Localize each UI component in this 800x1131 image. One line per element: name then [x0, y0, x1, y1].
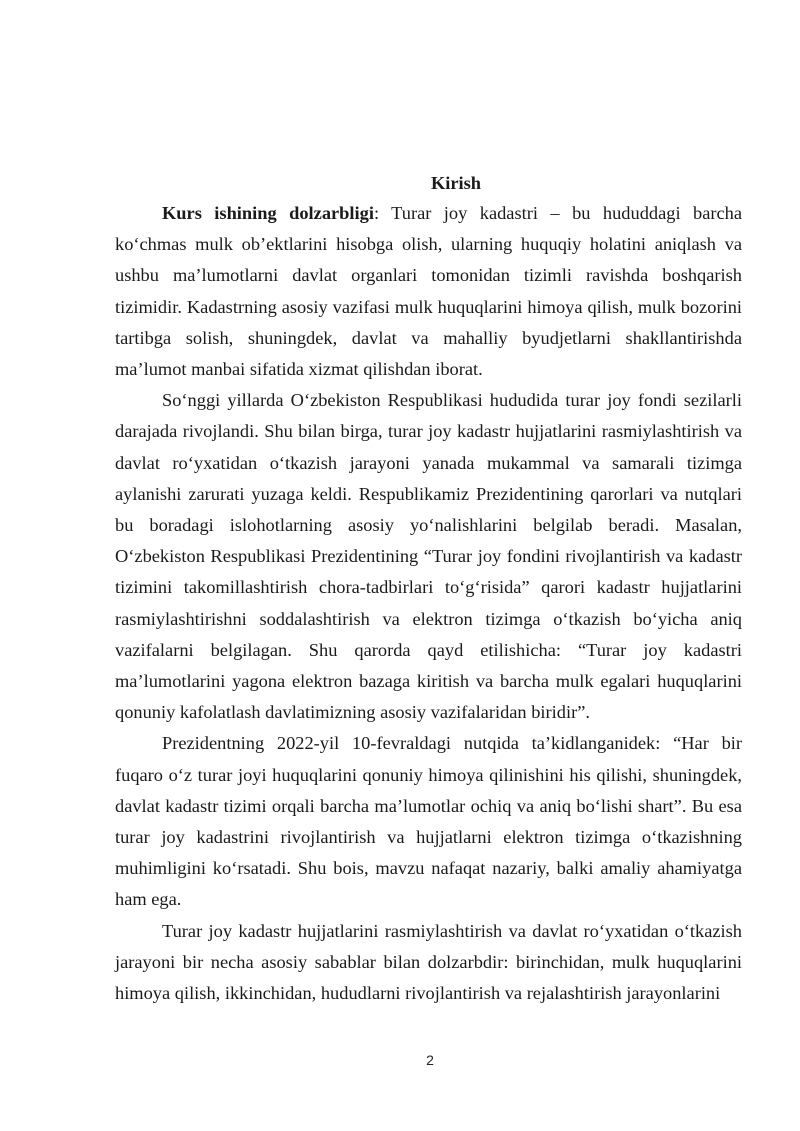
- paragraph-reasons: Turar joy kadastr hujjatlarini rasmiylashtirish va davlat ro‘yxatidan o‘tkazish jarayoni bir necha asosiy sabablar bilan dolzarbdir: birinchidan, mulk huquqlarini himoya qilish, ikkinchidan, hududlarni rivojlantirish va rejalashtirish jarayonlarini: [115, 920, 742, 1004]
- paragraph-lead-term: Kurs ishining dolzarbligi: [162, 203, 374, 223]
- document-page: [115, 168, 742, 1009]
- section-heading: Kirish: [430, 173, 482, 193]
- page-number: 2: [426, 1052, 434, 1068]
- paragraph-relevance: [115, 198, 742, 385]
- paragraph-text: : Turar joy kadastri – bu hududdagi barcha ko‘chmas mulk ob’ektlarini hisobga olish, ularning huquqiy holatini aniqlash va ushbu ma’lumotlarni davlat organlari tomonidan tizimli ravishda boshqarish tizimidir. Kadastrning asosiy vazifasi mulk huquqlarini himoya qilish, mulk bozorini tartibga solish, shuningdek, davlat va mahalliy byudjetlarni shakllantirishda ma’lumot manbai sifatida xizmat qilishdan iborat.: [115, 203, 743, 380]
- paragraph-housing-development: So‘nggi yillarda O‘zbekiston Respublikasi hududida turar joy fondi sezilarli darajada rivojlandi. Shu bilan birga, turar joy kadastr hujjatlarini rasmiylashtirish va davlat ro‘yxatidan o‘tkazish jarayoni yanada mukammal va samarali tizimga aylanishi zarurati yuzaga keldi. Respublikamiz Prezidentining qarorlari va nutqlari bu boradagi islohotlarning asosiy yo‘nalishlarini belgilab beradi. Masalan, O‘zbekiston Respublikasi Prezidentining “Turar joy fondini rivojlantirish va kadastr tizimini takomillashtirish chora-tadbirlari to‘g‘risida” qarori kadastr hujjatlarini rasmiylashtirishni soddalashtirish va elektron tizimga o‘tkazish bo‘yicha aniq vazifalarni belgilagan. Shu qarorda qayd etilishicha: “Turar joy kadastri ma’lumotlarini yagona elektron bazaga kiritish va barcha mulk egalari huquqlarini qonuniy kafolatlash davlatimizning asosiy vazifalaridan biridir”.: [115, 390, 742, 723]
- paragraph-president-speech: Prezidentning 2022-yil 10-fevraldagi nutqida ta’kidlanganidek: “Har bir fuqaro o‘z turar joyi huquqlarini qonuniy himoya qilinishini his qilishi, shuningdek, davlat kadastr tizimi orqali barcha ma’lumotlar ochiq va aniq bo‘lishi shart”. Bu esa turar joy kadastrini rivojlantirish va hujjatlarni elektron tizimga o‘tkazishning muhimligini ko‘rsatadi. Shu bois, mavzu nafaqat nazariy, balki amaliy ahamiyatga ham ega.: [115, 733, 742, 910]
